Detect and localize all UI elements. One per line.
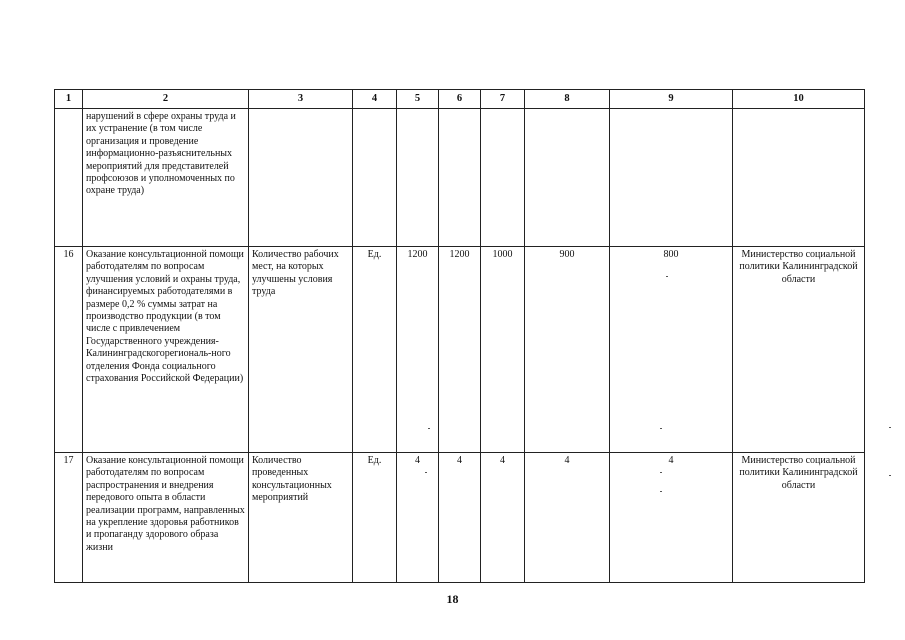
cont-empty-3 <box>249 109 353 247</box>
scan-speck <box>660 428 662 429</box>
row-value-9: 4 <box>610 453 733 583</box>
header-col-6: 6 <box>439 90 481 109</box>
header-row <box>55 90 865 109</box>
header-col-7: 7 <box>481 90 525 109</box>
row-executor: Министерство социальной политики Калининградской области <box>733 247 865 453</box>
table-row <box>55 453 865 583</box>
cont-num-cell <box>55 109 83 247</box>
cont-empty-9 <box>610 109 733 247</box>
header-col-1: 1 <box>55 90 83 109</box>
row-indicator: Количество проведенных консультационных мероприятий <box>249 453 353 583</box>
row-description: Оказание консультационной помощи работодателям по вопросам улучшения условий и охраны труда, финансируемых работодателями в размере 0,2 % суммы затрат на производство продукции (в том числе с привлечением Государственного учреждения-Калининградскогорегиональ-ного отделения Фонда социального страхования Российской Федерации) <box>83 247 249 453</box>
header-col-5: 5 <box>397 90 439 109</box>
cont-empty-8 <box>525 109 610 247</box>
scan-speck <box>660 491 662 492</box>
continuation-row <box>55 109 865 247</box>
scan-speck <box>889 475 891 476</box>
scan-speck <box>428 428 430 429</box>
header-col-8: 8 <box>525 90 610 109</box>
cont-description: нарушений в сфере охраны труда и их устранение (в том числе организация и проведение информационно-разъяснительных мероприятий для представителей профсоюзов и уполномоченных по охране труда) <box>83 109 249 247</box>
row-value-5: 1200 <box>397 247 439 453</box>
cont-empty-10 <box>733 109 865 247</box>
page-number: 18 <box>446 592 459 606</box>
cont-empty-6 <box>439 109 481 247</box>
row-value-7: 1000 <box>481 247 525 453</box>
row-value-8: 4 <box>525 453 610 583</box>
row-value-9: 800 <box>610 247 733 453</box>
row-indicator: Количество рабочих мест, на которых улучшены условия труда <box>249 247 353 453</box>
header-col-3: 3 <box>249 90 353 109</box>
row-description: Оказание консультационной помощи работодателям по вопросам распространения и внедрения передового опыта в области реализации программ, направленных на укрепление здоровья работников и пропаганду здорового образа жизни <box>83 453 249 583</box>
row-value-8: 900 <box>525 247 610 453</box>
scan-speck <box>666 276 668 277</box>
row-unit: Ед. <box>353 247 397 453</box>
header-col-2: 2 <box>83 90 249 109</box>
cont-empty-5 <box>397 109 439 247</box>
row-executor: Министерство социальной политики Калининградской области <box>733 453 865 583</box>
header-col-10: 10 <box>733 90 865 109</box>
row-value-7: 4 <box>481 453 525 583</box>
row-value-6: 1200 <box>439 247 481 453</box>
row-unit: Ед. <box>353 453 397 583</box>
cont-empty-4 <box>353 109 397 247</box>
row-number: 16 <box>55 247 83 453</box>
table-row <box>55 247 865 453</box>
row-value-5: 4 <box>397 453 439 583</box>
header-col-4: 4 <box>353 90 397 109</box>
scan-speck <box>660 472 662 473</box>
row-value-6: 4 <box>439 453 481 583</box>
cont-empty-7 <box>481 109 525 247</box>
header-col-9: 9 <box>610 90 733 109</box>
scan-speck <box>425 472 427 473</box>
program-table <box>54 89 865 583</box>
scan-speck <box>889 427 891 428</box>
row-number: 17 <box>55 453 83 583</box>
